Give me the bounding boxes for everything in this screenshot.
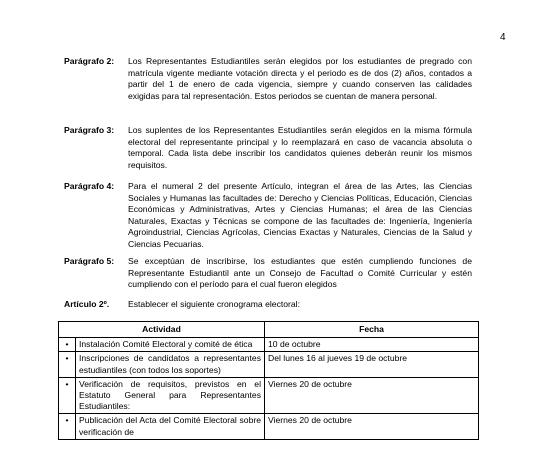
activity-cell: Inscripciones de candidatos a representantes estudiantiles (con todos los soportes) [76, 352, 265, 377]
table-row [59, 338, 479, 352]
paragraph-3 [64, 125, 472, 171]
date-cell: Del lunes 16 al jueves 19 de octubre [265, 352, 479, 377]
paragraph-5 [64, 256, 472, 291]
electoral-schedule-table [58, 321, 479, 440]
activity-column-header: Actividad [59, 322, 265, 338]
date-cell: 10 de octubre [265, 338, 479, 352]
bullet-icon: • [59, 352, 76, 377]
page-number: 4 [500, 32, 506, 43]
paragraph-label: Parágrafo 3: [64, 125, 115, 135]
paragraph-label: Parágrafo 5: [64, 256, 115, 266]
paragraph-label: Parágrafo 2: [64, 56, 115, 66]
date-cell: Viernes 20 de octubre [265, 377, 479, 414]
paragraph-text: Para el numeral 2 del presente Artículo, integran el área de las Artes, las Ciencias Sociales y Humanas las facultades de: Derecho y Ciencias Políticas, Educación, Ciencias Económicas y Administrativas, Artes y Ciencias Humanas; el área de las Ciencias Naturales, Exactas y Técnicas se compone de las facultades de: Ingeniería, Ingeniería Agroindustrial, Ciencias Agrícolas, Ciencias Exactas y Naturales, Ciencias de la Salud y Ciencias Pecuarias. [128, 181, 472, 249]
bullet-icon: • [59, 414, 76, 439]
date-cell: Viernes 20 de octubre [265, 414, 479, 439]
article-text: Establecer el siguiente cronograma electoral: [128, 299, 300, 309]
paragraph-text: Se exceptúan de inscribirse, los estudiantes que estén cumpliendo funciones de Representante Estudiantil ante un Consejo de Facultad o Comité Curricular y estén cumpliendo con el período para el cual fueron elegidos [128, 256, 472, 289]
paragraph-label: Parágrafo 4: [64, 181, 115, 191]
activity-cell: Publicación del Acta del Comité Electoral sobre verificación de [76, 414, 265, 439]
date-column-header: Fecha [265, 322, 479, 338]
bullet-icon: • [59, 338, 76, 352]
article-label: Artículo 2º. [64, 299, 110, 309]
activity-cell: Instalación Comité Electoral y comité de ética [76, 338, 265, 352]
table-row [59, 414, 479, 439]
table-row [59, 377, 479, 414]
paragraph-2 [64, 56, 472, 102]
activity-cell: Verificación de requisitos, previstos en el Estatuto General para Representantes Estudiantiles: [76, 377, 265, 414]
bullet-icon: • [59, 377, 76, 414]
paragraph-text: Los Representantes Estudiantiles serán elegidos por los estudiantes de pregrado con matrícula vigente mediante votación directa y el periodo es de dos (2) años, contados a partir del 1 de enero de cada vigencia, siempre y cuando conserven las calidades exigidas para tal representación. Estos periodos se cuentan de manera personal. [128, 56, 472, 101]
paragraph-4 [64, 181, 472, 250]
table-row [59, 352, 479, 377]
article-2 [64, 299, 472, 309]
paragraph-text: Los suplentes de los Representantes Estudiantiles serán elegidos en la misma fórmula electoral del representante principal y lo reemplazará en caso de vacancia absoluta o temporal. Cada lista debe inscribir los candidatos quienes deberán reunir los mismos requisitos. [128, 125, 472, 170]
table-header-row [59, 322, 479, 338]
